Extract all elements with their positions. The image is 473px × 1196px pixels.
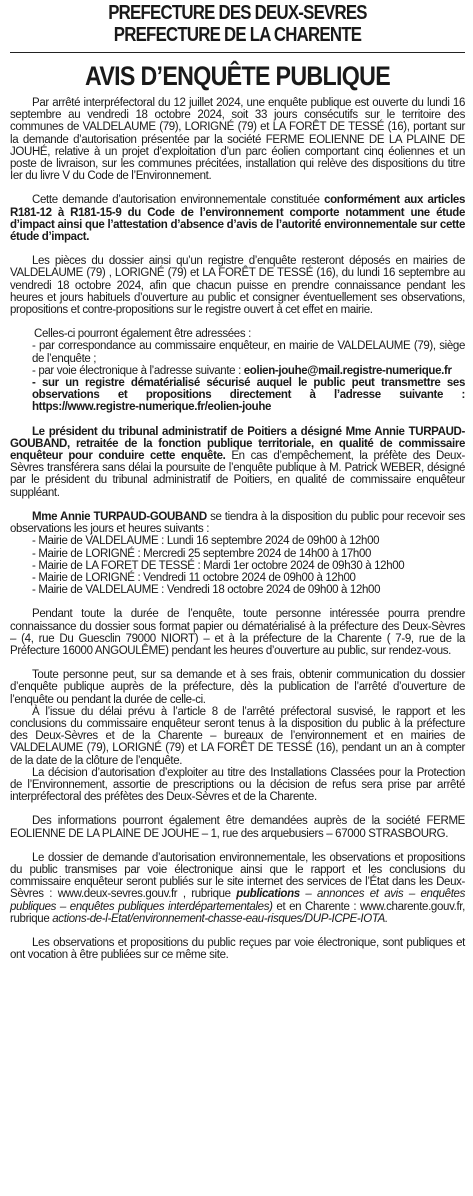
channels-intro: Celles-ci pourront également être adressées : — [34, 328, 251, 341]
schedule-item: - Mairie de VALDELAUME : Lundi 16 septembre 2024 de 09h00 à 12h00 — [32, 535, 380, 548]
paragraph-decision: La décision d’autorisation d’exploiter au titre des Installations Classées pour la Protection de l’Environnement, assortie de prescriptions ou la décision de refus sera prise par arrêté interpréfectoral des préfètes des Deux-Sèvres et de la Charente. — [10, 766, 465, 804]
paragraph-publication — [10, 852, 465, 925]
paragraph-opening: Par arrêté interpréfectoral du 12 juillet 2024, une enquête publique est ouverte du lundi 16 septembre au vendredi 18 octobre 2024, soit 33 jours consécutifs sur le territoire des communes de VALDELAUME (79), LORIGNÉ (79) et LA FORÊT DE TESSÉ (16), portant sur la demande d’autorisation présentée par la société FERME EOLIENNE DE LA PLAINE DE JOUHÉ, relative à un projet d’exploitation d’un parc éolien comportant cinq éoliennes et un poste de livraison, sur les communes précitées, installation qui relève des dispositions du titre Ier du livre V du Code de l’Environnement. — [10, 97, 465, 183]
publication-text: Le dossier de demande d’autorisation environnementale, les observations et propositions du public transmises par voie électronique ainsi que le rapport et les conclusions du commissaire enquêteur seront publiés sur le site internet des services de l’État dans les Deux-Sèvres : www.deux-sevres.gouv.fr , rubrique — [10, 851, 465, 901]
publication-charente: et en Charente : www.charente.gouv.fr, rubrique — [10, 900, 465, 925]
notice-title: AVIS D’ENQUÊTE PUBLIQUE — [84, 61, 391, 91]
schedule-item: - Mairie de LA FORET DE TESSÉ : Mardi 1er octobre 2024 de 09h30 à 12h00 — [32, 559, 405, 572]
paragraph-schedule — [10, 511, 465, 596]
commissioner-name: Mme Annie TURPAUD-GOUBAND — [32, 510, 207, 523]
paragraph-commissioner — [10, 426, 465, 499]
channel-email-address: eolien-jouhe@mail.registre-numerique.fr — [243, 364, 452, 377]
publication-path: – annonces et avis – enquêtes publiques – enquêtes publiques interdépartementales) — [10, 888, 466, 913]
commissioner-substitute: En cas d’empêchement, la préfète des Deux-Sèvres transférera sans délai la poursuite de l’enquête publique à M. Patrick WEBER, désigné par le président du tribunal administratif de Poitiers, en qualité de commissaire enquêteur suppléant. — [10, 450, 465, 499]
paragraph-communication: Toute personne peut, sur sa demande et à ses frais, obtenir communication du dossier d’enquête publique auprès de la préfecture, dès la publication de l’arrêté d’ouverture de l’enquête ou pendant la durée de celle-ci. — [10, 669, 465, 706]
schedule-item: - Mairie de LORIGNÉ : Vendredi 11 octobre 2024 de 09h00 à 12h00 — [32, 571, 356, 584]
paragraph-file-deposit: Les pièces du dossier ainsi qu’un registre d’enquête resteront déposés en mairies de VALDELAUME (79) , LORIGNÉ (79) et LA FORÊT DE TESSÉ (16), du lundi 16 septembre au vendredi 18 octobre 2024, afin que chacun puisse en prendre connaissance pendant les heures et jours habituels d’ouverture au public et consigner éventuellement ses observations, propositions et contre-propositions sur le registre ouvert à cet effet en mairie. — [10, 255, 465, 317]
notice-header — [10, 2, 465, 91]
channel-mail: - par correspondance au commissaire enquêteur, en mairie de VALDELAUME (79), siège de l’enquête ; — [32, 340, 465, 365]
paragraph-consultation: Pendant toute la durée de l’enquête, toute personne intéressée pourra prendre connaissance du dossier sous format papier ou dématérialisé à la préfecture des Deux-Sèvres – (4, rue Du Guesclin 79000 NIORT) – et à la préfecture de la Charente ( 7-9, rue de la Préfecture 16000 ANGOULÊME) pendant les heures d’ouverture au public, sur rendez-vous. — [10, 608, 465, 657]
header-divider — [10, 52, 465, 53]
paragraph-public-observations: Les observations et propositions du public reçues par voie électronique, sont publiques et ont vocation à être publiées sur ce même site. — [10, 936, 465, 962]
commissioner-designation: Le président du tribunal administratif de Poitiers a désigné Mme Annie TURPAUD-GOUBAND, retraitée de la fonction publique territoriale, en qualité de commissaire enquêteur pour conduire cette enquête. — [10, 425, 465, 463]
schedule-intro-text: se tiendra à la disposition du public pour recevoir ses observations les jours et heures suivants : — [10, 510, 465, 536]
channel-email-label: - par voie électronique à l’adresse suivante : — [32, 364, 244, 377]
schedule-item: - Mairie de LORIGNÉ : Mercredi 25 septembre 2024 de 14h00 à 17h00 — [32, 547, 372, 560]
notice-body — [10, 97, 465, 961]
paragraph-company-info: Des informations pourront également être demandées auprès de la société FERME EOLIENNE DE LA PLAINE DE JOUHE – 1, rue des arquebusiers – 67000 STRASBOURG. — [10, 815, 465, 840]
channel-email — [10, 365, 465, 377]
paragraph-report: À l’issue du délai prévu à l’article 8 de l’arrêté préfectoral susvisé, le rapport et les conclusions du commissaire enquêteur seront tenus à la disposition du public à la préfecture des Deux-Sèvres et de la Charente – bureaux de l’environnement et en mairies de VALDELAUME (79), LORIGNÉ (79) et LA FORÊT DE TESSÉ (16), pendant un an à compter de la date de la clôture de l’enquête. — [10, 705, 465, 767]
publication-charente-path: actions-de-l-Etat/environnement-chasse-eau-risques/DUP-ICPE-IOTA. — [52, 912, 388, 925]
paragraph-submission-channels — [10, 328, 465, 413]
publication-section: publications — [236, 888, 300, 901]
channel-online-register: - sur un registre dématérialisé sécurisé auquel le public peut transmettre ses observations et propositions directement à l’adresse suivante : https://www.registre-numerique.fr/eolien-jouhe — [32, 377, 465, 414]
schedule-item: - Mairie de VALDELAUME : Vendredi 18 octobre 2024 de 09h00 à 12h00 — [32, 584, 381, 597]
issuer-line-2: PREFECTURE DE LA CHARENTE — [113, 24, 362, 46]
application-bold: conformément aux articles R181-12 à R181-15-9 du Code de l’environnement comporte notamment une étude d’impact ainsi que l’attestation d’absence d’avis de l’autorité environnementale sur cette étude d’impact. — [10, 194, 466, 244]
paragraph-application — [10, 194, 465, 243]
issuer-line-1: PREFECTURE DES DEUX-SEVRES — [108, 2, 367, 24]
application-text: Cette demande d’autorisation environnementale constituée — [32, 194, 325, 207]
schedule-intro — [10, 511, 465, 535]
